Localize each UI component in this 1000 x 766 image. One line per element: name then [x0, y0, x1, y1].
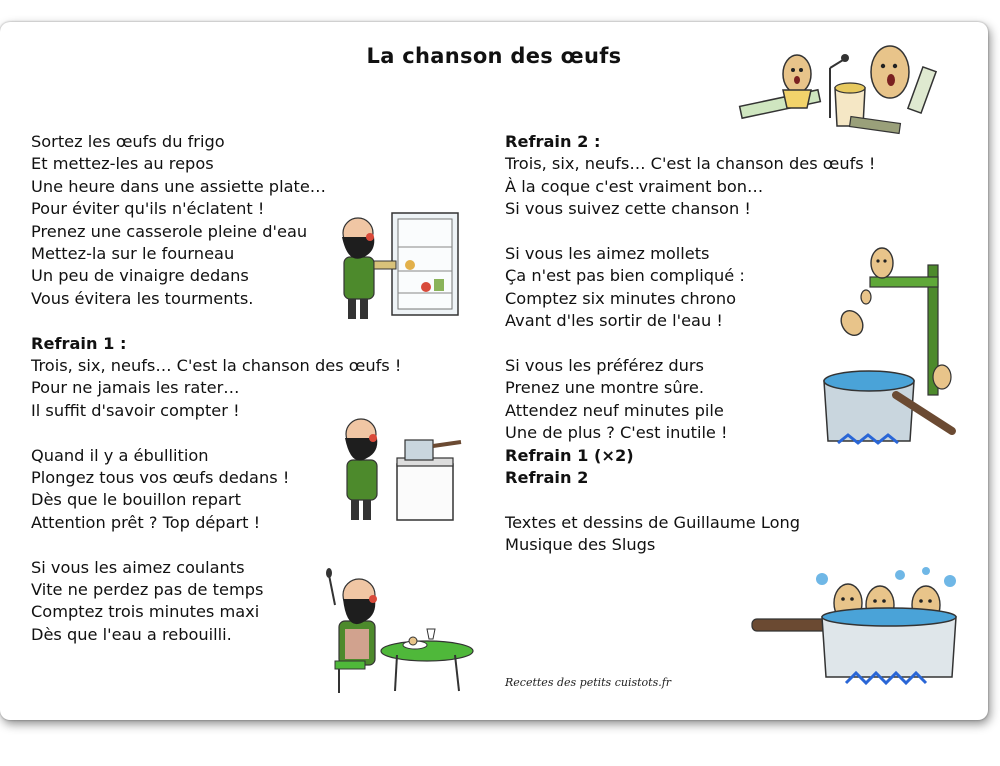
right-lyric-line: Ça n'est pas bien compliqué : — [505, 266, 745, 286]
left-lyric-line: Et mettez-les au repos — [31, 154, 214, 174]
right-lyric-line: Si vous les aimez mollets — [505, 244, 710, 264]
right-lyric-line: Une de plus ? C'est inutile ! — [505, 423, 728, 443]
egg-diving-illustration — [818, 245, 958, 450]
right-lyric-line: Si vous les préférez durs — [505, 356, 704, 376]
left-lyric-line: Sortez les œufs du frigo — [31, 132, 225, 151]
man-at-stove-illustration — [335, 408, 465, 526]
source-credit: Recettes des petits cuistots.fr — [505, 676, 672, 689]
left-lyric-line: Attention prêt ? Top départ ! — [31, 512, 261, 532]
right-lyric-line: Comptez six minutes chrono — [505, 288, 737, 308]
left-lyric-line: Il suffit d'savoir compter ! — [31, 400, 240, 420]
right-lyric-line: Textes et dessins de Guillaume Long — [505, 512, 801, 532]
left-lyric-line: Comptez trois minutes maxi — [31, 602, 260, 622]
right-refrain-heading: Refrain 1 (×2) — [505, 445, 634, 465]
right-lyric-line: Avant d'les sortir de l'eau ! — [505, 311, 723, 331]
left-lyric-line: Vite ne perdez pas de temps — [31, 580, 264, 600]
man-at-fridge-illustration — [330, 205, 465, 330]
right-lyric-line: Si vous suivez cette chanson ! — [505, 199, 751, 219]
stanza-gap — [505, 489, 875, 511]
left-lyric-line: Mettez-la sur le fourneau — [31, 244, 235, 264]
man-eating-illustration — [315, 565, 480, 700]
right-refrain-heading: Refrain 2 — [505, 468, 589, 488]
left-lyric-line: Une heure dans une assiette plate… — [31, 176, 326, 196]
left-lyric-line: Pour ne jamais les rater… — [31, 378, 240, 398]
page-title: La chanson des œufs — [366, 44, 622, 68]
right-lyric-line: Musique des Slugs — [505, 535, 656, 555]
left-lyric-line: Trois, six, neufs… C'est la chanson des œufs ! — [31, 356, 402, 376]
right-lyric-line: À la coque c'est vraiment bon… — [505, 176, 764, 196]
left-lyric-line: Plongez tous vos œufs dedans ! — [31, 468, 290, 488]
right-lyric-line: Prenez une montre sûre. — [505, 378, 704, 398]
left-refrain-heading: Refrain 1 : — [31, 333, 127, 353]
right-refrain-heading: Refrain 2 : — [505, 132, 601, 151]
right-lyric-line: Trois, six, neufs… C'est la chanson des œufs ! — [505, 154, 876, 174]
left-lyric-line: Dès que le bouillon repart — [31, 490, 241, 510]
right-lyric-line: Attendez neuf minutes pile — [505, 400, 724, 420]
left-lyric-line: Si vous les aimez coulants — [31, 557, 245, 577]
left-lyric-line: Prenez une casserole pleine d'eau — [31, 221, 308, 241]
left-lyric-line: Quand il y a ébullition — [31, 445, 209, 465]
singing-eggs-illustration — [735, 38, 955, 138]
left-lyric-line: Vous évitera les tourments. — [31, 288, 254, 308]
left-lyric-line: Dès que l'eau a rebouilli. — [31, 624, 232, 644]
left-lyric-line: Pour éviter qu'ils n'éclatent ! — [31, 199, 265, 219]
stanza-gap — [505, 221, 875, 243]
left-lyric-line: Un peu de vinaigre dedans — [31, 266, 249, 286]
stanza-gap — [31, 534, 401, 556]
eggs-in-pot-illustration — [750, 565, 962, 693]
